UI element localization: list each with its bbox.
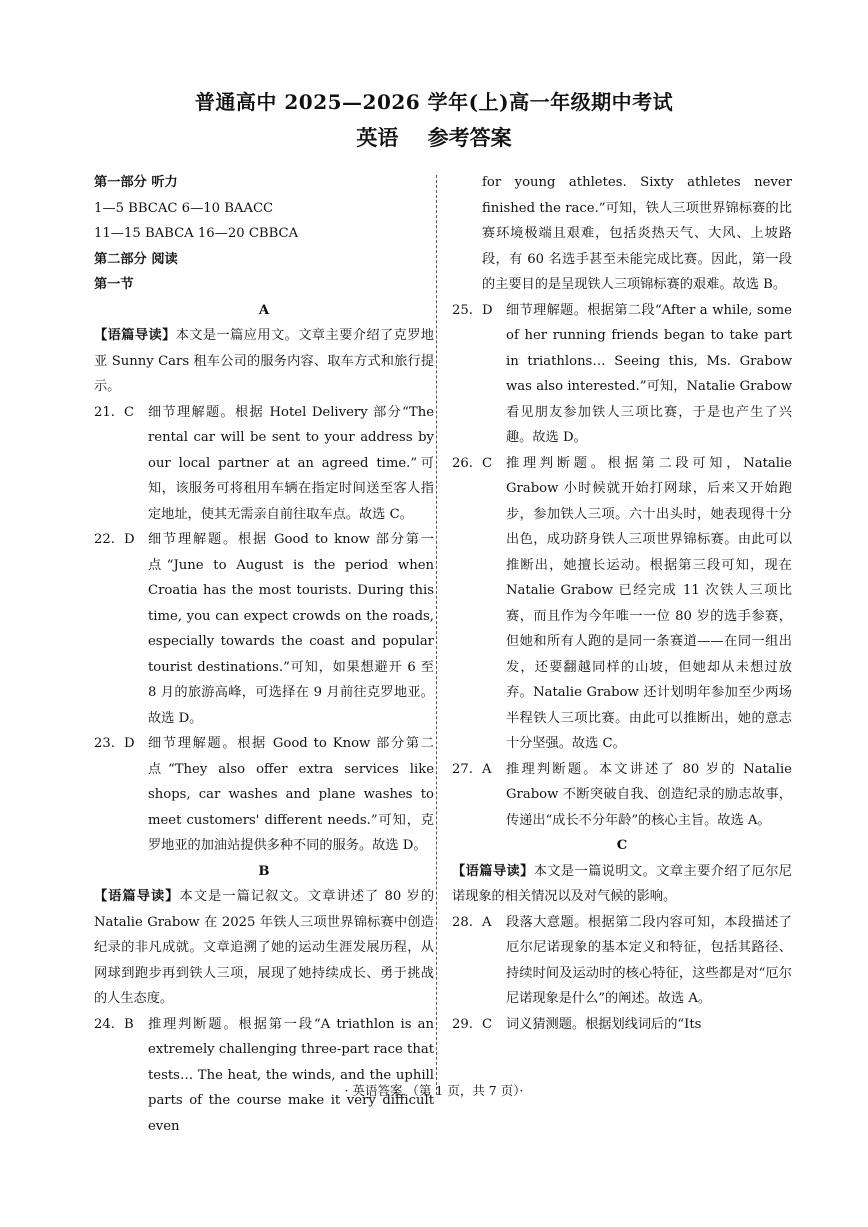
- question-number: 24.: [94, 1016, 115, 1032]
- passage-a-guide: [94, 323, 434, 400]
- guide-text: 本文是一篇说明文。文章主要介绍了厄尔尼诺现象的相关情况以及对气候的影响。: [452, 863, 792, 904]
- column-divider: [436, 175, 437, 1095]
- answer-explanation: 推理判断题。根据第一段“A triathlon is an extremely challenging three-part race that tests… The heat, the winds, and the uphill parts of the course make it very difficult even: [148, 1016, 434, 1134]
- answer-item-24: [94, 1012, 434, 1140]
- answer-item-28: [452, 910, 792, 1012]
- listening-answers-1: 1—5 BBCAC 6—10 BAACC: [94, 200, 274, 216]
- page-footer: · 英语答案 （第 1 页，共 7 页）·: [344, 1083, 524, 1098]
- answer-item-27: [452, 757, 792, 834]
- question-number: 28.: [452, 914, 473, 930]
- answer-letter: D: [124, 532, 135, 547]
- answer-explanation: 细节理解题。根据 Hotel Delivery 部分“The rental car will be sent to your address by our local partner at an agreed time.”可知，该服务可将租用车辆在指定时间送至客人指定地址，使其无需亲自前往取车点。故选 C。: [148, 404, 434, 522]
- answer-item-29: [452, 1012, 792, 1038]
- answer-letter: D: [482, 302, 493, 318]
- guide-tag: 【语篇导读】: [452, 863, 534, 879]
- part2-heading: 第二部分 阅读: [94, 251, 178, 267]
- answer-letter: D: [124, 736, 135, 751]
- listening-answers-2: 11—15 BABCA 16—20 CBBCA: [94, 226, 299, 241]
- answer-explanation: 段落大意题。根据第二段内容可知，本段描述了厄尔尼诺现象的基本定义和特征，包括其路径、持续时间及运动时的核心特征，这些都是对“厄尔尼诺现象是什么”的阐述。故选 A。: [506, 914, 792, 1006]
- passage-b-guide: [94, 884, 434, 1012]
- guide-tag: 【语篇导读】: [94, 328, 176, 343]
- answer-explanation: 细节理解题。根据 Good to know 部分第一点“June to August is the period when Croatia has the most tourists. During this time, you can expect crowds on the roads, especially towards the coast and popular tourist destinations.”可知，如果想避开 6 至 8 月的旅游高峰，可选择在 9 月前往克罗地亚。故选 D。: [148, 532, 434, 726]
- answer-item-25: [452, 298, 792, 451]
- answer-item-26: [452, 451, 792, 757]
- passage-b-letter: B: [258, 863, 270, 879]
- answer-explanation: 推理判断题。根据第二段可知，Natalie Grabow 小时候就开始打网球，后来又开始跑步，参加铁人三项。六十出头时，她表现得十分出色，成功跻身铁人三项世界锦标赛。由此可以推断出，她擅长运动。根据第三段可知，现在 Natalie Grabow 已经完成 11 次铁人三项比赛，而且作为今年唯一一位 80 岁的选手参赛，但她和所有人跑的是同一条赛道——在同一组出发，还要翻越同样的山坡，但她却从未想过放弃。Natalie Grabow 还计划明年参加至少两场半程铁人三项比赛。由此可以推断出，她的意志十分坚强。故选 C。: [506, 455, 792, 751]
- question-number: 29.: [452, 1016, 473, 1032]
- page-subtitle: 英语 参考答案: [356, 125, 512, 150]
- answer-explanation: 细节理解题。根据 Good to Know 部分第二点“They also offer extra services like shops, car washes and plane washes to meet customers' different needs.”可知，克罗地亚的加油站提供多种不同的服务。故选 D。: [148, 736, 434, 853]
- answer-item-23: [94, 731, 434, 859]
- right-column: [452, 170, 792, 1037]
- answer-letter: C: [482, 1016, 493, 1032]
- answer-letter: C: [124, 404, 135, 420]
- answer-explanation: 推理判断题。本文讲述了 80 岁的 Natalie Grabow 不断突破自我、创造纪录的励志故事，传递出“成长不分年龄”的核心主旨。故选 A。: [506, 761, 792, 828]
- answer-24-continued: for young athletes. Sixty athletes never finished the race.”可知，铁人三项世界锦标赛的比赛环境极端且艰难，包括炎热天气、大风、上坡路段，有 60 名选手甚至未能完成比赛。因此，第一段的主要目的是呈现铁人三项锦标赛的艰难。故选 B。: [482, 175, 792, 292]
- left-column: [94, 170, 434, 1139]
- question-number: 23.: [94, 736, 115, 751]
- page-title: 普通高中 2025—2026 学年(上)高一年级期中考试: [194, 90, 674, 114]
- question-number: 27.: [452, 761, 473, 777]
- answer-letter: A: [482, 914, 492, 930]
- guide-text: 本文是一篇记叙文。文章讲述了 80 岁的 Natalie Grabow 在 2025 年铁人三项世界锦标赛中创造纪录的非凡成就。文章追溯了她的运动生涯发展历程，从网球到跑步再到铁人三项，展现了她持续成长、勇于挑战的人生态度。: [94, 889, 434, 1006]
- answer-explanation: 细节理解题。根据第二段“After a while, some of her running friends began to take part in triathlons… Seeing this, Ms. Grabow was also interested.”可知，Natalie Grabow 看见朋友参加铁人三项比赛，于是也产生了兴趣。故选 D。: [506, 302, 792, 445]
- answer-letter: A: [482, 761, 492, 777]
- answer-item-21: [94, 400, 434, 528]
- passage-c-letter: C: [616, 838, 628, 853]
- passage-c-guide: [452, 859, 792, 910]
- question-number: 26.: [452, 455, 473, 471]
- guide-tag: 【语篇导读】: [94, 889, 180, 904]
- question-number: 25.: [452, 302, 473, 318]
- answer-item-22: [94, 527, 434, 731]
- question-number: 21.: [94, 404, 115, 420]
- answer-explanation: 词义猜测题。根据划线词后的“Its: [506, 1016, 702, 1032]
- section-heading: 第一节: [94, 277, 134, 292]
- passage-a-letter: A: [258, 302, 270, 318]
- guide-text: 本文是一篇应用文。文章主要介绍了克罗地亚 Sunny Cars 租车公司的服务内容、取车方式和旅行提示。: [94, 328, 434, 394]
- answer-letter: B: [124, 1016, 134, 1032]
- answer-letter: C: [482, 455, 493, 471]
- question-number: 22.: [94, 532, 115, 547]
- part1-heading: 第一部分 听力: [94, 175, 178, 190]
